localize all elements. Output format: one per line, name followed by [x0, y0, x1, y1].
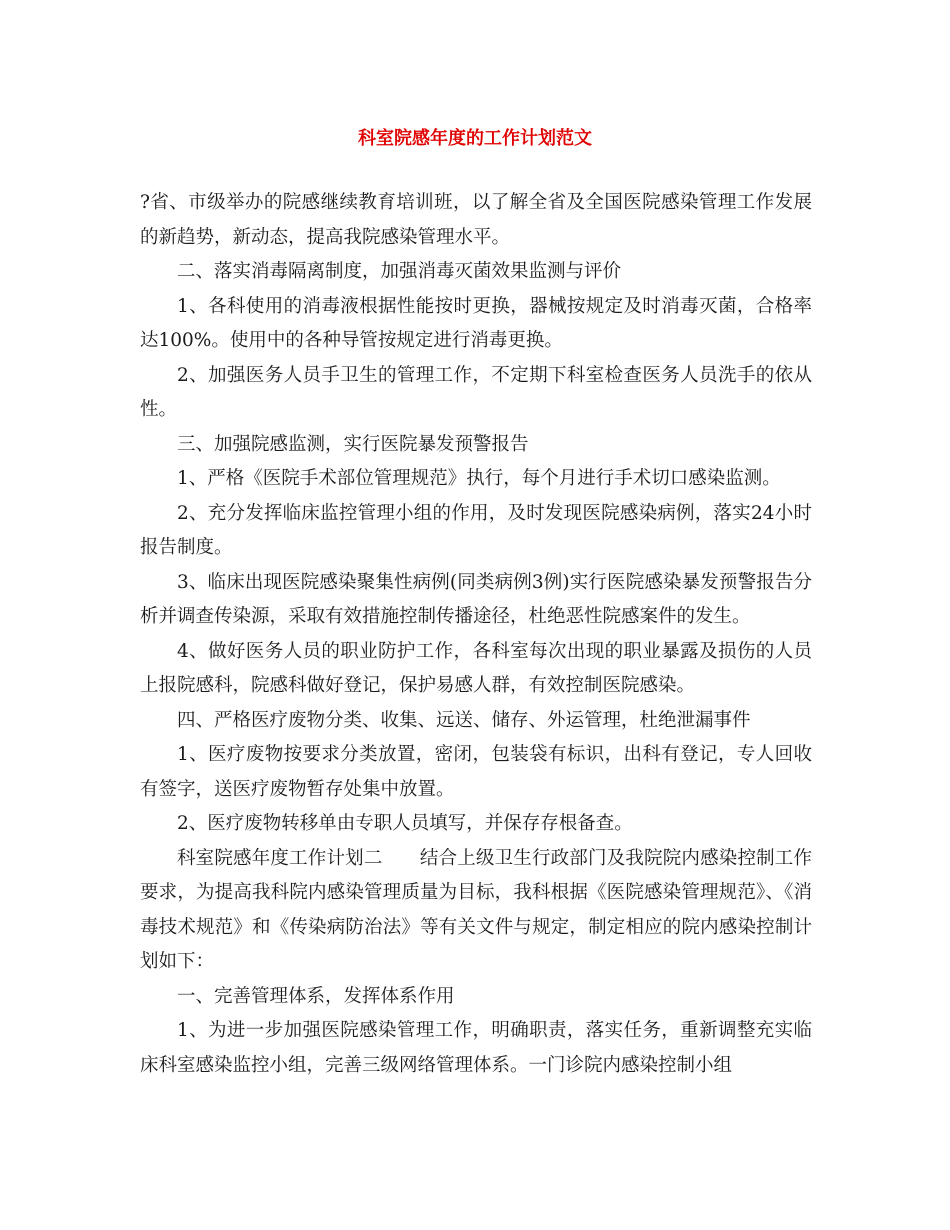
paragraph: 1、各科使用的消毒液根据性能按时更换，器械按规定及时消毒灭菌，合格率达100%。使用中的各种导管按规定进行消毒更换。: [140, 295, 812, 351]
paragraph: 三、加强院感监测，实行医院暴发预警报告: [177, 433, 529, 455]
paragraph: 1、为进一步加强医院感染管理工作，明确职责，落实任务，重新调整充实临床科室感染监控小组，完善三级网络管理体系。一门诊院内感染控制小组: [140, 1020, 812, 1076]
document-title: 科室院感年度的工作计划范文: [358, 128, 592, 149]
paragraph: 2、充分发挥临床监控管理小组的作用，及时发现医院感染病例，落实24小时报告制度。: [140, 502, 812, 558]
paragraph: 科室院感年度工作计划二 结合上级卫生行政部门及我院院内感染控制工作要求，为提高我科院内感染管理质量为目标，我科根据《医院感染管理规范》、《消毒技术规范》和《传染病防治法》等有关文件与规定，制定相应的院内感染控制计划如下：: [140, 847, 812, 972]
paragraph: 1、医疗废物按要求分类放置，密闭，包装袋有标识，出科有登记，专人回收有签字，送医疗废物暂存处集中放置。: [140, 744, 812, 800]
paragraph: 2、加强医务人员手卫生的管理工作，不定期下科室检查医务人员洗手的依从性。: [140, 364, 812, 420]
paragraph: 二、落实消毒隔离制度，加强消毒灭菌效果监测与评价: [177, 261, 622, 282]
paragraph: 2、医疗废物转移单由专职人员填写，并保存存根备查。: [177, 813, 633, 834]
paragraph: 4、做好医务人员的职业防护工作，各科室每次出现的职业暴露及损伤的人员上报院感科，院感科做好登记，保护易感人群，有效控制医院感染。: [140, 640, 812, 696]
paragraph: 3、临床出现医院感染聚集性病例(同类病例3例)实行医院感染暴发预警报告分析并调查传染源，采取有效措施控制传播途径，杜绝恶性院感案件的发生。: [140, 571, 812, 627]
paragraph: 一、完善管理体系，发挥体系作用: [177, 985, 455, 1007]
document-body: [140, 186, 812, 1083]
paragraph: 1、严格《医院手术部位管理规范》执行，每个月进行手术切口感染监测。: [177, 468, 781, 489]
paragraph: 四、严格医疗废物分类、收集、远送、储存、外运管理，杜绝泄漏事件: [177, 709, 751, 731]
paragraph: ?省、市级举办的院感继续教育培训班，以了解全省及全国医院感染管理工作发展的新趋势，新动态，提高我院感染管理水平。: [140, 192, 812, 248]
